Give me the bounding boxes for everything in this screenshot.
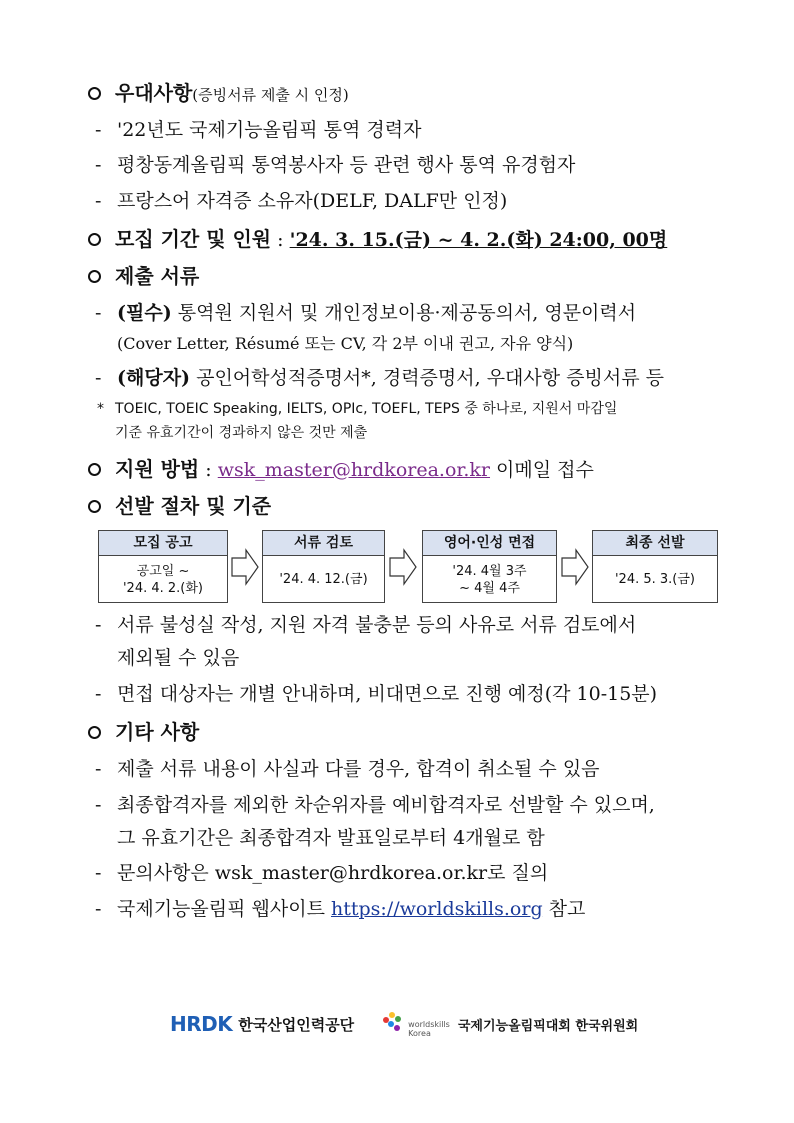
hrdk-logo: HRDK xyxy=(170,1012,233,1036)
section-title: 우대사항 xyxy=(115,81,193,105)
list-item: - 프랑스어 자격증 소유자(DELF, DALF만 인정) xyxy=(95,190,508,212)
section-recruit-period: 모집 기간 및 인원 : '24. 3. 15.(금) ~ 4. 2.(화) 24:00, 00명 xyxy=(88,226,667,253)
recruit-period-value: '24. 3. 15.(금) ~ 4. 2.(화) 24:00, 00명 xyxy=(289,229,668,251)
list-item-cont: 제외될 수 있음 xyxy=(117,647,240,669)
section-selection xyxy=(88,493,271,520)
flow-step-document-review: 서류 검토 '24. 4. 12.(금) xyxy=(262,530,385,603)
circle-bullet-icon xyxy=(88,463,101,476)
list-item: - 제출 서류 내용이 사실과 다를 경우, 합격이 취소될 수 있음 xyxy=(95,758,600,780)
section-etc xyxy=(88,719,199,746)
worldskills-emblem-icon xyxy=(380,1010,406,1038)
section-title: 모집 기간 및 인원 xyxy=(115,227,272,251)
footer xyxy=(170,1010,638,1038)
arrow-right-icon xyxy=(230,548,260,586)
section-title-note: (증빙서류 제출 시 인정) xyxy=(192,86,349,104)
flow-step-interview: 영어·인성 면접 '24. 4월 3주 ~ 4월 4주 xyxy=(422,530,557,603)
hrdk-name: 한국산업인력공단 xyxy=(238,1015,355,1034)
section-title: 제출 서류 xyxy=(115,264,200,288)
section-preferential xyxy=(88,80,349,108)
list-item: - 문의사항은 wsk_master@hrdkorea.or.kr로 질의 xyxy=(95,862,549,884)
circle-bullet-icon xyxy=(88,233,101,246)
website-link[interactable]: https://worldskills.org xyxy=(330,898,543,920)
list-item: - '22년도 국제기능올림픽 통역 경력자 xyxy=(95,119,422,141)
arrow-right-icon xyxy=(560,548,590,586)
list-item: - 평창동계올림픽 통역봉사자 등 관련 행사 통역 유경험자 xyxy=(95,154,576,176)
footnote-cont: 기준 유효기간이 경과하지 않은 것만 제출 xyxy=(115,425,368,441)
circle-bullet-icon xyxy=(88,500,101,513)
list-item: - (필수) 통역원 지원서 및 개인정보이용·제공동의서, 영문이력서 xyxy=(95,302,637,324)
list-item: - 최종합격자를 제외한 차순위자를 예비합격자로 선발할 수 있으며, xyxy=(95,794,655,816)
circle-bullet-icon xyxy=(88,270,101,283)
section-documents xyxy=(88,263,199,290)
list-item: - 면접 대상자는 개별 안내하며, 비대면으로 진행 예정(각 10-15분) xyxy=(95,683,658,705)
footnote: * TOEIC, TOEIC Speaking, IELTS, OPIc, TOEFL, TEPS 중 하나로, 지원서 마감일 xyxy=(97,401,618,417)
flow-step-final: 최종 선발 '24. 5. 3.(금) xyxy=(592,530,718,603)
flow-step-recruit: 모집 공고 공고일 ~ '24. 4. 2.(화) xyxy=(98,530,228,603)
worldskills-logo: worldskills Korea xyxy=(380,1010,450,1038)
section-title: 지원 방법 xyxy=(115,457,200,481)
list-item-cont: 그 유효기간은 최종합격자 발표일로부터 4개월로 함 xyxy=(117,827,545,849)
email-link[interactable]: wsk_master@hrdkorea.or.kr xyxy=(217,459,491,481)
section-title: 기타 사항 xyxy=(115,720,200,744)
ws-korea-name: 국제기능올림픽대회 한국위원회 xyxy=(457,1018,639,1034)
section-apply: 지원 방법 : wsk_master@hrdkorea.or.kr 이메일 접수 xyxy=(88,456,594,483)
list-item: - (해당자) 공인어학성적증명서*, 경력증명서, 우대사항 증빙서류 등 xyxy=(95,367,664,389)
list-item-cont: (Cover Letter, Résumé 또는 CV, 각 2부 이내 권고, 자유 양식) xyxy=(117,334,574,353)
list-item: - 국제기능올림픽 웹사이트 https://worldskills.org 참고 xyxy=(95,898,586,920)
circle-bullet-icon xyxy=(88,87,101,100)
arrow-right-icon xyxy=(388,548,418,586)
circle-bullet-icon xyxy=(88,726,101,739)
section-title: 선발 절차 및 기준 xyxy=(115,494,272,518)
list-item: - 서류 불성실 작성, 지원 자격 불충분 등의 사유로 서류 검토에서 xyxy=(95,614,637,636)
